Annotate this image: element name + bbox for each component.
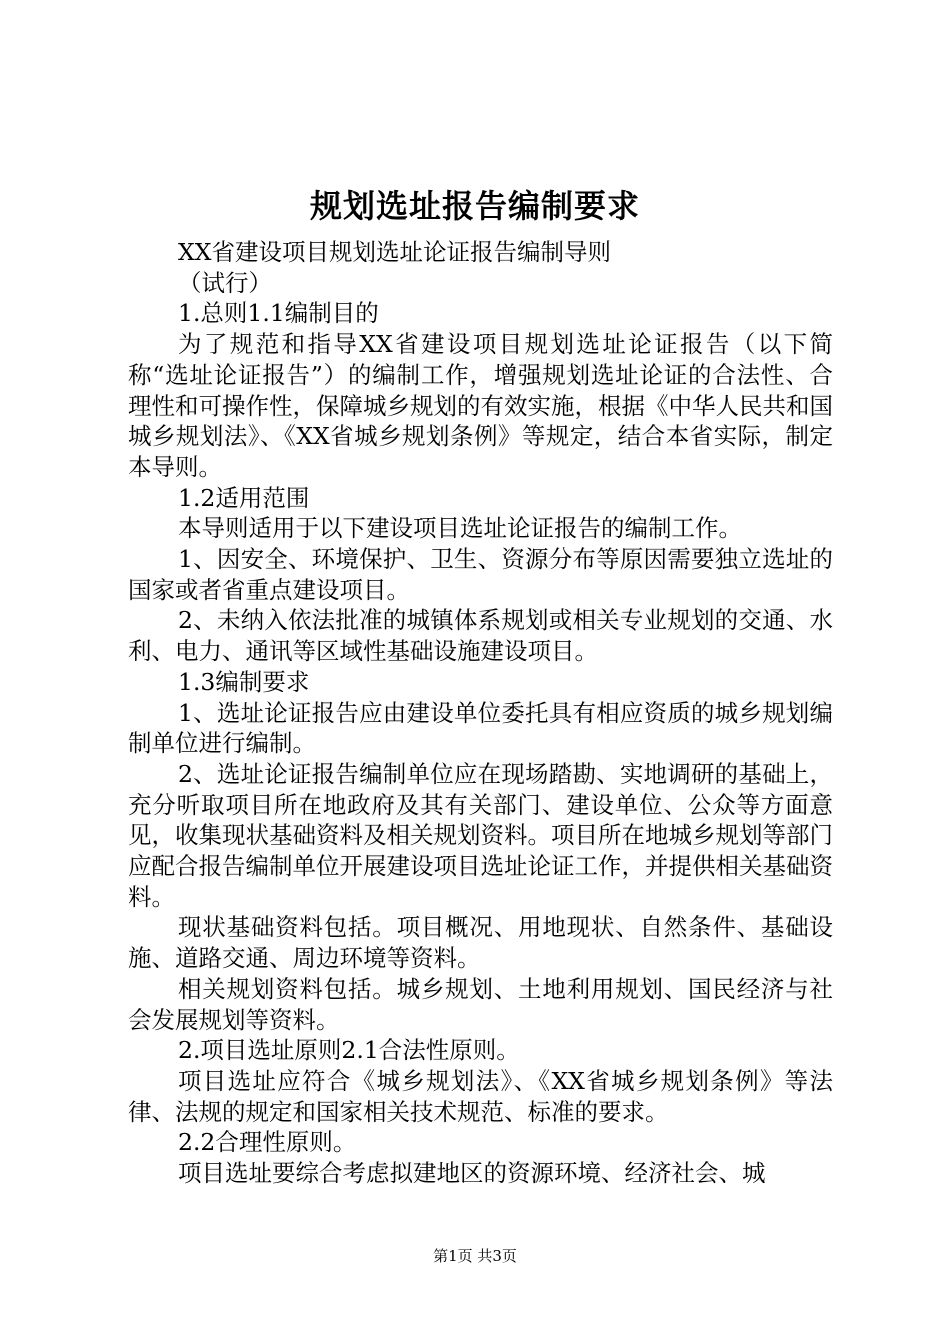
- paragraph-scope-item-1: 1、因安全、环境保护、卫生、资源分布等原因需要独立选址的国家或者省重点建设项目。: [128, 545, 833, 604]
- paragraph-section-2-1-heading: 2.项目选址原则2.1合法性原则。: [178, 1036, 520, 1065]
- paragraph-trial-note: （试行）: [178, 268, 272, 297]
- paragraph-section-1-3-heading: 1.3编制要求: [178, 667, 310, 696]
- paragraph-legality: 项目选址应符合《城乡规划法》、《XX省城乡规划条例》等法律、法规的规定和国家相关技术规范、标准的要求。: [128, 1066, 833, 1126]
- paragraph-section-2-2-heading: 2.2合理性原则。: [178, 1128, 357, 1157]
- paragraph-scope-intro: 本导则适用于以下建设项目选址论证报告的编制工作。: [178, 514, 742, 543]
- paragraph-scope-item-2: 2、未纳入依法批准的城镇体系规划或相关专业规划的交通、水利、电力、通讯等区域性基础设施建设项目。: [128, 606, 833, 666]
- paragraph-requirement-2: 2、选址论证报告编制单位应在现场踏勘、实地调研的基础上，充分听取项目所在地政府及其有关部门、建设单位、公众等方面意见，收集现状基础资料及相关规划资料。项目所在地城乡规划等部门应配合报告编制单位开展建设项目选址论证工作，并提供相关基础资料。: [128, 759, 833, 911]
- paragraph-basic-data: 现状基础资料包括。项目概况、用地现状、自然条件、基础设施、道路交通、周边环境等资料。: [128, 913, 833, 973]
- paragraph-requirement-1: 1、选址论证报告应由建设单位委托具有相应资质的城乡规划编制单位进行编制。: [128, 698, 833, 758]
- paragraph-section-1-1-heading: 1.总则1.1编制目的: [178, 299, 379, 328]
- page-footer: 第1页 共3页: [433, 1247, 517, 1265]
- document-body: [128, 237, 833, 1189]
- paragraph-planning-data: 相关规划资料包括。城乡规划、土地利用规划、国民经济与社会发展规划等资料。: [128, 974, 833, 1034]
- paragraph-purpose: 为了规范和指导XX省建设项目规划选址论证报告（以下简称“选址论证报告”）的编制工作，增强规划选址论证的合法性、合理性和可操作性，保障城乡规划的有效实施，根据《中华人民共和国城乡规划法》、《XX省城乡规划条例》等规定，结合本省实际，制定本导则。: [128, 330, 833, 481]
- document-title: 规划选址报告编制要求: [309, 187, 640, 225]
- paragraph-section-1-2-heading: 1.2适用范围: [178, 483, 310, 512]
- paragraph-guideline-title: XX省建设项目规划选址论证报告编制导则: [178, 238, 611, 266]
- paragraph-rationality: 项目选址要综合考虑拟建地区的资源环境、经济社会、城: [178, 1159, 766, 1188]
